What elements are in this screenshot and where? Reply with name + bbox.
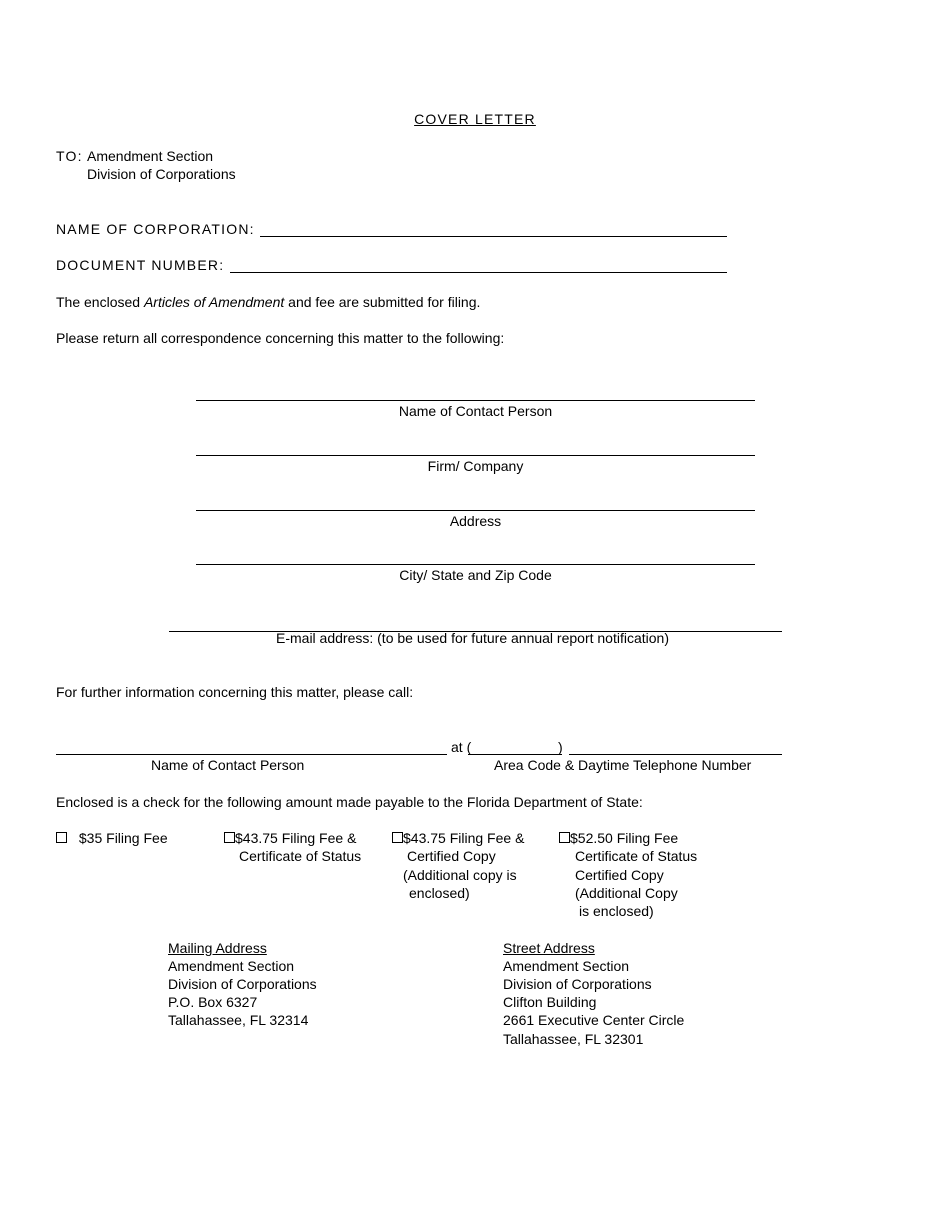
telephone-field[interactable] xyxy=(569,737,782,755)
document-number-label: DOCUMENT NUMBER: xyxy=(56,257,225,273)
to-label: TO: xyxy=(56,148,83,164)
option-label: $35 Filing Fee xyxy=(78,830,168,846)
contact-name-field[interactable] xyxy=(196,383,755,401)
at-label: at ( xyxy=(451,739,472,755)
close-paren: ) xyxy=(558,739,563,755)
option-label-line: is enclosed) xyxy=(579,903,654,919)
city-state-zip-caption: City/ State and Zip Code xyxy=(399,567,552,583)
address-field[interactable] xyxy=(196,493,755,511)
option-label-line: enclosed) xyxy=(409,885,470,901)
document-number-field[interactable] xyxy=(230,255,727,273)
street-address-line: Tallahassee, FL 32301 xyxy=(503,1031,644,1047)
address-caption: Address xyxy=(449,513,502,529)
option-label-line: Certificate of Status xyxy=(239,848,362,864)
phone-contact-name-field[interactable] xyxy=(56,737,447,755)
option-label: $52.50 Filing Fee xyxy=(570,830,679,846)
option-35-filing-fee[interactable] xyxy=(56,829,168,847)
city-state-zip-field[interactable] xyxy=(196,547,755,565)
phone-number-caption: Area Code & Daytime Telephone Number xyxy=(494,757,752,773)
mailing-address-line: Amendment Section xyxy=(168,958,295,974)
checkbox-icon[interactable] xyxy=(224,832,235,843)
mailing-address-line: Division of Corporations xyxy=(168,976,317,992)
option-label: $43.75 Filing Fee & xyxy=(403,830,525,846)
phone-contact-name-caption: Name of Contact Person xyxy=(151,757,305,773)
enclosed-suffix: and fee are submitted for filing. xyxy=(288,294,481,310)
option-label-line: Certified Copy xyxy=(407,848,496,864)
return-instructions: Please return all correspondence concerning this matter to the following: xyxy=(56,330,505,346)
option-52-50-filing-fee[interactable] xyxy=(559,829,678,847)
street-address-line: Amendment Section xyxy=(503,958,630,974)
enclosed-italic: Articles of Amendment xyxy=(143,294,285,310)
area-code-field[interactable] xyxy=(468,737,562,755)
option-label-line: Certified Copy xyxy=(575,867,664,883)
option-label-line: Certificate of Status xyxy=(575,848,698,864)
street-address-line: Division of Corporations xyxy=(503,976,652,992)
corporation-name-field[interactable] xyxy=(260,219,727,237)
option-label-line: (Additional copy is xyxy=(403,867,517,883)
option-label: $43.75 Filing Fee & xyxy=(235,830,357,846)
check-instructions: Enclosed is a check for the following amount made payable to the Florida Department of State: xyxy=(56,794,643,810)
street-address-heading: Street Address xyxy=(503,940,595,956)
mailing-address-line: Tallahassee, FL 32314 xyxy=(168,1012,309,1028)
further-info-text: For further information concerning this matter, please call: xyxy=(56,684,414,700)
email-caption: E-mail address: (to be used for future annual report notification) xyxy=(276,630,669,646)
firm-field[interactable] xyxy=(196,438,755,456)
contact-name-caption: Name of Contact Person xyxy=(398,403,553,419)
mailing-address-line: P.O. Box 6327 xyxy=(168,994,258,1010)
option-43-75-certified-copy[interactable] xyxy=(392,829,524,847)
corporation-name-label: NAME OF CORPORATION: xyxy=(56,221,255,237)
enclosed-statement xyxy=(56,293,480,311)
to-line-2: Division of Corporations xyxy=(87,166,236,182)
street-address-line: Clifton Building xyxy=(503,994,597,1010)
firm-caption: Firm/ Company xyxy=(427,458,524,474)
mailing-address-heading: Mailing Address xyxy=(168,940,267,956)
checkbox-icon[interactable] xyxy=(56,832,67,843)
to-line-1: Amendment Section xyxy=(87,148,214,164)
enclosed-prefix: The enclosed xyxy=(56,294,141,310)
page-title: COVER LETTER xyxy=(414,111,536,127)
street-address-line: 2661 Executive Center Circle xyxy=(503,1012,685,1028)
option-label-line: (Additional Copy xyxy=(575,885,678,901)
checkbox-icon[interactable] xyxy=(392,832,403,843)
option-43-75-certificate[interactable] xyxy=(224,829,356,847)
checkbox-icon[interactable] xyxy=(559,832,570,843)
